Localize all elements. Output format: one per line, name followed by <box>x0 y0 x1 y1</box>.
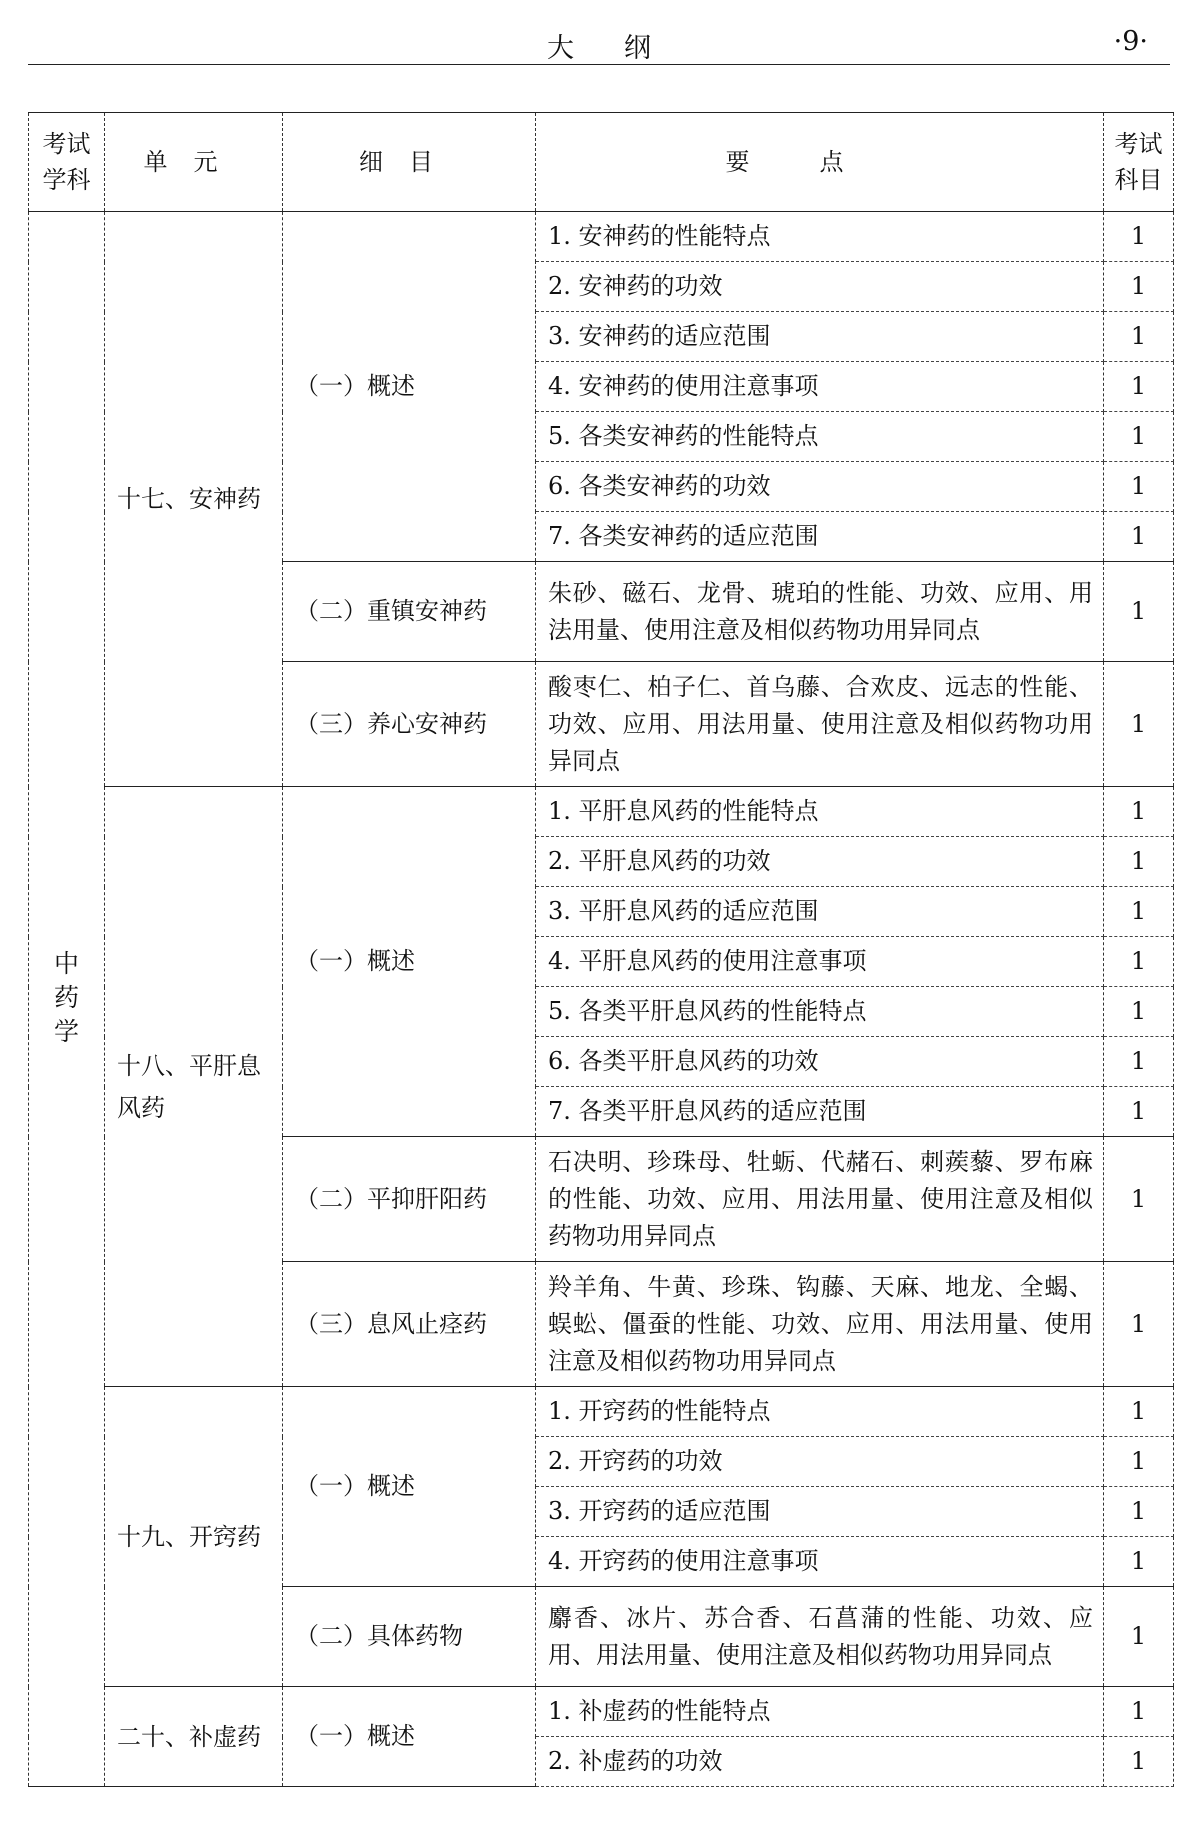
point-cell: 2. 补虚药的功效 <box>536 1737 1104 1787</box>
point-cell: 6. 各类安神药的功效 <box>536 462 1104 512</box>
item-cell: （三）息风止痉药 <box>283 1262 536 1387</box>
exam-level-cell: 1 <box>1104 837 1174 887</box>
unit-cell: 十九、开窍药 <box>105 1387 283 1687</box>
point-cell: 4. 开窍药的使用注意事项 <box>536 1537 1104 1587</box>
point-cell: 1. 开窍药的性能特点 <box>536 1387 1104 1437</box>
exam-level-cell: 1 <box>1104 937 1174 987</box>
table-row <box>29 1387 1174 1437</box>
point-cell: 2. 平肝息风药的功效 <box>536 837 1104 887</box>
syllabus-table <box>28 112 1174 1787</box>
exam-level-cell: 1 <box>1104 1262 1174 1387</box>
exam-level-cell: 1 <box>1104 1087 1174 1137</box>
table-header-row <box>29 113 1174 212</box>
point-cell: 朱砂、磁石、龙骨、琥珀的性能、功效、应用、用法用量、使用注意及相似药物功用异同点 <box>536 562 1104 662</box>
exam-level-cell: 1 <box>1104 1687 1174 1737</box>
exam-level-cell: 1 <box>1104 362 1174 412</box>
point-cell: 1. 补虚药的性能特点 <box>536 1687 1104 1737</box>
point-cell: 2. 开窍药的功效 <box>536 1437 1104 1487</box>
item-cell: （三）养心安神药 <box>283 662 536 787</box>
exam-level-cell: 1 <box>1104 312 1174 362</box>
point-cell: 3. 安神药的适应范围 <box>536 312 1104 362</box>
point-cell: 羚羊角、牛黄、珍珠、钩藤、天麻、地龙、全蝎、蜈蚣、僵蚕的性能、功效、应用、用法用量、使用注意及相似药物功用异同点 <box>536 1262 1104 1387</box>
unit-cell: 二十、补虚药 <box>105 1687 283 1787</box>
table-row <box>29 1687 1174 1737</box>
item-cell: （二）平抑肝阳药 <box>283 1137 536 1262</box>
subject-label: 中药学 <box>53 949 79 1046</box>
col-header-item: 细目 <box>283 113 536 212</box>
item-cell: （一）概述 <box>283 1687 536 1787</box>
exam-level-cell: 1 <box>1104 1737 1174 1787</box>
point-cell: 3. 平肝息风药的适应范围 <box>536 887 1104 937</box>
exam-level-cell: 1 <box>1104 1037 1174 1087</box>
point-cell: 4. 安神药的使用注意事项 <box>536 362 1104 412</box>
exam-level-cell: 1 <box>1104 562 1174 662</box>
item-cell: （一）概述 <box>283 1387 536 1587</box>
col-header-exam: 考试科目 <box>1104 113 1174 212</box>
exam-level-cell: 1 <box>1104 262 1174 312</box>
point-cell: 4. 平肝息风药的使用注意事项 <box>536 937 1104 987</box>
point-cell: 1. 安神药的性能特点 <box>536 212 1104 262</box>
exam-level-cell: 1 <box>1104 1487 1174 1537</box>
unit-cell: 十八、平肝息风药 <box>105 787 283 1387</box>
item-cell: （一）概述 <box>283 787 536 1137</box>
exam-level-cell: 1 <box>1104 1537 1174 1587</box>
point-cell: 5. 各类平肝息风药的性能特点 <box>536 987 1104 1037</box>
col-header-subject: 考试学科 <box>29 113 105 212</box>
exam-level-cell: 1 <box>1104 1587 1174 1687</box>
point-cell: 5. 各类安神药的性能特点 <box>536 412 1104 462</box>
exam-level-cell: 1 <box>1104 887 1174 937</box>
exam-level-cell: 1 <box>1104 462 1174 512</box>
exam-level-cell: 1 <box>1104 412 1174 462</box>
item-cell: （一）概述 <box>283 212 536 562</box>
col-header-points: 要点 <box>536 113 1104 212</box>
table-row <box>29 212 1174 262</box>
header-rule <box>28 64 1170 65</box>
subject-cell <box>29 212 105 1787</box>
unit-cell: 十七、安神药 <box>105 212 283 787</box>
point-cell: 3. 开窍药的适应范围 <box>536 1487 1104 1537</box>
item-cell: （二）重镇安神药 <box>283 562 536 662</box>
exam-level-cell: 1 <box>1104 662 1174 787</box>
exam-level-cell: 1 <box>1104 1437 1174 1487</box>
exam-level-cell: 1 <box>1104 987 1174 1037</box>
point-cell: 1. 平肝息风药的性能特点 <box>536 787 1104 837</box>
point-cell: 2. 安神药的功效 <box>536 262 1104 312</box>
point-cell: 麝香、冰片、苏合香、石菖蒲的性能、功效、应用、用法用量、使用注意及相似药物功用异同点 <box>536 1587 1104 1687</box>
point-cell: 石决明、珍珠母、牡蛎、代赭石、刺蒺藜、罗布麻的性能、功效、应用、用法用量、使用注意及相似药物功用异同点 <box>536 1137 1104 1262</box>
exam-level-cell: 1 <box>1104 1387 1174 1437</box>
exam-level-cell: 1 <box>1104 1137 1174 1262</box>
point-cell: 7. 各类安神药的适应范围 <box>536 512 1104 562</box>
exam-level-cell: 1 <box>1104 787 1174 837</box>
point-cell: 酸枣仁、柏子仁、首乌藤、合欢皮、远志的性能、功效、应用、用法用量、使用注意及相似药物功用异同点 <box>536 662 1104 787</box>
page-number: ·9· <box>1113 26 1148 57</box>
exam-level-cell: 1 <box>1104 212 1174 262</box>
page-title: 大纲 <box>547 33 701 64</box>
point-cell: 7. 各类平肝息风药的适应范围 <box>536 1087 1104 1137</box>
exam-level-cell: 1 <box>1104 512 1174 562</box>
point-cell: 6. 各类平肝息风药的功效 <box>536 1037 1104 1087</box>
page-header <box>28 22 1170 62</box>
col-header-unit: 单元 <box>105 113 283 212</box>
item-cell: （二）具体药物 <box>283 1587 536 1687</box>
table-row <box>29 787 1174 837</box>
